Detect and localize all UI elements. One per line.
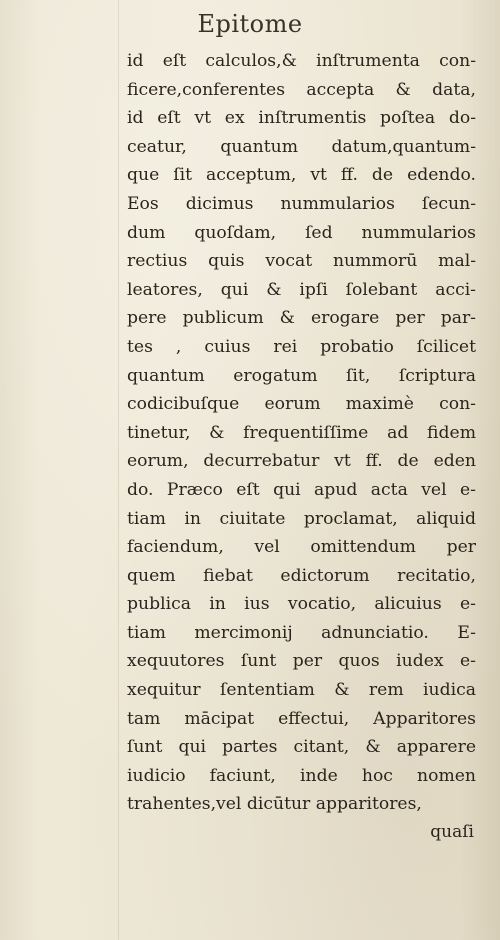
text-line: ſunt qui partes citant, & apparere bbox=[127, 737, 476, 758]
text-line: id eſt vt ex inſtrumentis poſtea do- bbox=[127, 108, 476, 129]
text-line: tiam in ciuitate proclamat, aliquid bbox=[127, 508, 476, 529]
page-crease bbox=[118, 0, 119, 940]
text-line: quem fiebat edictorum recitatio, bbox=[127, 565, 476, 586]
text-line: tam mācipat effectui, Apparitores bbox=[127, 708, 476, 729]
text-line: id eſt calculos,& inſtrumenta con- bbox=[127, 51, 476, 71]
running-head: Epitome bbox=[197, 10, 303, 38]
text-line: codicibuſque eorum maximè con- bbox=[127, 394, 476, 415]
text-line: trahentes,vel dicūtur apparitores, bbox=[127, 794, 422, 815]
text-line: tiam mercimonij adnunciatio. E- bbox=[127, 622, 476, 643]
text-line: rectius quis vocat nummorū mal- bbox=[127, 251, 476, 272]
text-line: tinetur, & frequentiſſime ad fidem bbox=[127, 422, 476, 443]
text-line: ceatur, quantum datum,quantum- bbox=[127, 136, 476, 157]
text-line: Eos dicimus nummularios ſecun- bbox=[127, 193, 476, 214]
text-line: do. Præco eſt qui apud acta vel e- bbox=[127, 479, 476, 500]
body-text bbox=[127, 47, 476, 819]
text-line: que ſit acceptum, vt ff. de edendo. bbox=[127, 165, 476, 186]
catchword: quaſi bbox=[430, 822, 474, 842]
text-line: pere publicum & erogare per par- bbox=[127, 308, 476, 329]
text-line: xequitur ſententiam & rem iudica bbox=[127, 680, 476, 701]
text-line: faciendum, vel omittendum per bbox=[127, 537, 476, 558]
text-line: tes , cuius rei probatio ſcilicet bbox=[127, 336, 476, 357]
text-line: xequutores ſunt per quos iudex e- bbox=[127, 651, 476, 672]
text-line: ficere,conferentes accepta & data, bbox=[127, 79, 476, 100]
text-line: quantum erogatum ſit, ſcriptura bbox=[127, 365, 476, 386]
text-line: iudicio faciunt, inde hoc nomen bbox=[127, 765, 476, 786]
text-line: publica in ius vocatio, alicuius e- bbox=[127, 594, 476, 615]
text-line: leatores, qui & ipſi ſolebant acci- bbox=[127, 279, 476, 300]
text-line: eorum, decurrebatur vt ff. de eden bbox=[127, 451, 476, 472]
text-line: dum quoſdam, ſed nummularios bbox=[127, 222, 476, 243]
